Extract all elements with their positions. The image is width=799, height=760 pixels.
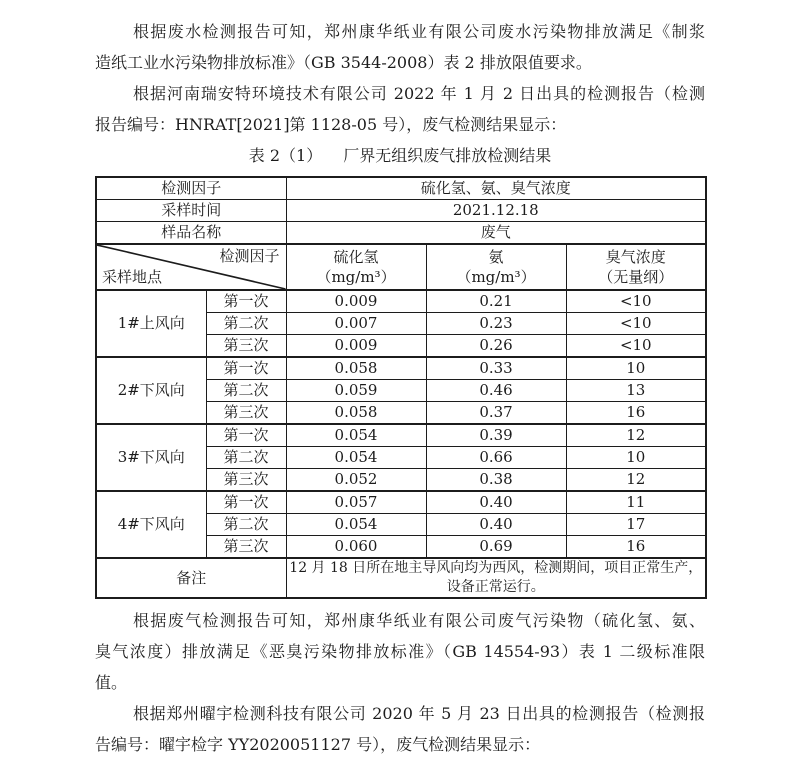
seq-cell: 第三次 — [206, 469, 286, 492]
value-cell-h2s: 0.058 — [286, 357, 426, 380]
column-header-odor — [566, 244, 706, 290]
value-cell-nh3: 0.40 — [426, 491, 566, 514]
seq-cell: 第三次 — [206, 335, 286, 358]
seq-cell: 第二次 — [206, 514, 286, 536]
value-cell-nh3: 0.21 — [426, 290, 566, 313]
column-header-nh3 — [426, 244, 566, 290]
value-cell-h2s: 0.057 — [286, 491, 426, 514]
remark-line: 设备正常运行。 — [446, 579, 545, 595]
info-label-cell: 采样时间 — [96, 200, 286, 222]
column-unit: （mg/m³） — [456, 268, 536, 286]
info-value-cell: 硫化氢、氨、臭气浓度 — [286, 177, 706, 200]
seq-cell: 第一次 — [206, 357, 286, 380]
location-cell: 4#下风向 — [96, 491, 206, 558]
remark-value-cell — [286, 558, 706, 598]
table-row — [96, 491, 706, 514]
info-row-factor — [96, 177, 706, 200]
column-name: 臭气浓度 — [605, 248, 666, 266]
paragraph-line: 臭气浓度）排放满足《恶臭污染物排放标准》（GB 14554-93）表 1 二级标准限 — [95, 642, 705, 661]
value-cell-odor: 12 — [566, 424, 706, 447]
column-unit: （无量纲） — [598, 268, 674, 286]
emission-results-table — [95, 176, 707, 599]
column-unit: （mg/m³） — [316, 268, 396, 286]
info-value-cell: 废气 — [286, 222, 706, 245]
value-cell-nh3: 0.26 — [426, 335, 566, 358]
paragraph-gas-report-intro — [95, 78, 705, 140]
column-header-h2s — [286, 244, 426, 290]
value-cell-h2s: 0.054 — [286, 447, 426, 469]
value-cell-nh3: 0.69 — [426, 536, 566, 559]
info-row-sample — [96, 222, 706, 245]
paragraph-line: 值。 — [95, 673, 128, 692]
paragraph-line: 根据废水检测报告可知，郑州康华纸业有限公司废水污染物排放满足《制浆 — [133, 22, 705, 41]
value-cell-h2s: 0.052 — [286, 469, 426, 492]
seq-cell: 第二次 — [206, 447, 286, 469]
value-cell-odor: <10 — [566, 313, 706, 335]
seq-cell: 第一次 — [206, 491, 286, 514]
value-cell-odor: 16 — [566, 402, 706, 425]
value-cell-nh3: 0.66 — [426, 447, 566, 469]
table-caption-number: 表 2（1） — [248, 146, 323, 165]
value-cell-nh3: 0.46 — [426, 380, 566, 402]
diagonal-label-factor: 检测因子 — [219, 247, 280, 265]
paragraph-line: 根据郑州曜宇检测科技有限公司 2020 年 5 月 23 日出具的检测报告（检测报 — [133, 704, 705, 723]
info-row-date — [96, 200, 706, 222]
value-cell-odor: 16 — [566, 536, 706, 559]
location-cell: 2#下风向 — [96, 357, 206, 424]
value-cell-nh3: 0.33 — [426, 357, 566, 380]
paragraph-line: 造纸工业水污染物排放标准》（GB 3544-2008）表 2 排放限值要求。 — [95, 53, 592, 72]
seq-cell: 第一次 — [206, 290, 286, 313]
seq-cell: 第一次 — [206, 424, 286, 447]
value-cell-h2s: 0.009 — [286, 290, 426, 313]
info-label-cell: 样品名称 — [96, 222, 286, 245]
value-cell-odor: 10 — [566, 447, 706, 469]
info-value-cell: 2021.12.18 — [286, 200, 706, 222]
info-label-cell: 检测因子 — [96, 177, 286, 200]
value-cell-nh3: 0.38 — [426, 469, 566, 492]
seq-cell: 第二次 — [206, 380, 286, 402]
value-cell-h2s: 0.058 — [286, 402, 426, 425]
paragraph-gas-conclusion — [95, 605, 705, 698]
column-name: 硫化氢 — [333, 248, 379, 266]
remark-row — [96, 558, 706, 598]
value-cell-h2s: 0.054 — [286, 424, 426, 447]
value-cell-odor: 13 — [566, 380, 706, 402]
value-cell-nh3: 0.37 — [426, 402, 566, 425]
value-cell-nh3: 0.40 — [426, 514, 566, 536]
value-cell-odor: 11 — [566, 491, 706, 514]
value-cell-nh3: 0.23 — [426, 313, 566, 335]
seq-cell: 第二次 — [206, 313, 286, 335]
diagonal-label-location: 采样地点 — [102, 268, 163, 286]
value-cell-odor: 10 — [566, 357, 706, 380]
paragraph-line: 告编号：曜宇检字 YY2020051127 号），废气检测结果显示： — [95, 735, 541, 754]
value-cell-h2s: 0.059 — [286, 380, 426, 402]
location-cell: 1#上风向 — [96, 290, 206, 357]
paragraph-line: 根据河南瑞安特环境技术有限公司 2022 年 1 月 2 日出具的检测报告（检测 — [133, 84, 705, 103]
value-cell-odor: 12 — [566, 469, 706, 492]
value-cell-h2s: 0.060 — [286, 536, 426, 559]
table-row — [96, 290, 706, 313]
value-cell-h2s: 0.009 — [286, 335, 426, 358]
location-cell: 3#下风向 — [96, 424, 206, 491]
paragraph-line: 根据废气检测报告可知，郑州康华纸业有限公司废气污染物（硫化氢、氨、 — [133, 611, 705, 630]
diagonal-header-cell — [96, 244, 286, 290]
table-row — [96, 357, 706, 380]
value-cell-h2s: 0.007 — [286, 313, 426, 335]
remark-label-cell: 备注 — [96, 558, 286, 598]
value-cell-odor: 17 — [566, 514, 706, 536]
remark-line: 12 月 18 日所在地主导风向均为西风，检测期间，项目正常生产， — [289, 560, 703, 576]
column-name: 氨 — [488, 248, 504, 266]
paragraph-wastewater-conclusion — [95, 16, 705, 78]
value-cell-h2s: 0.054 — [286, 514, 426, 536]
matrix-header-row — [96, 244, 706, 290]
paragraph-line: 报告编号：HNRAT[2021]第 1128-05 号），废气检测结果显示： — [95, 115, 567, 134]
value-cell-odor: <10 — [566, 290, 706, 313]
seq-cell: 第三次 — [206, 536, 286, 559]
value-cell-odor: <10 — [566, 335, 706, 358]
table-caption — [95, 141, 705, 171]
value-cell-nh3: 0.39 — [426, 424, 566, 447]
table-caption-title: 厂界无组织废气排放检测结果 — [343, 146, 552, 165]
table-row — [96, 424, 706, 447]
seq-cell: 第三次 — [206, 402, 286, 425]
